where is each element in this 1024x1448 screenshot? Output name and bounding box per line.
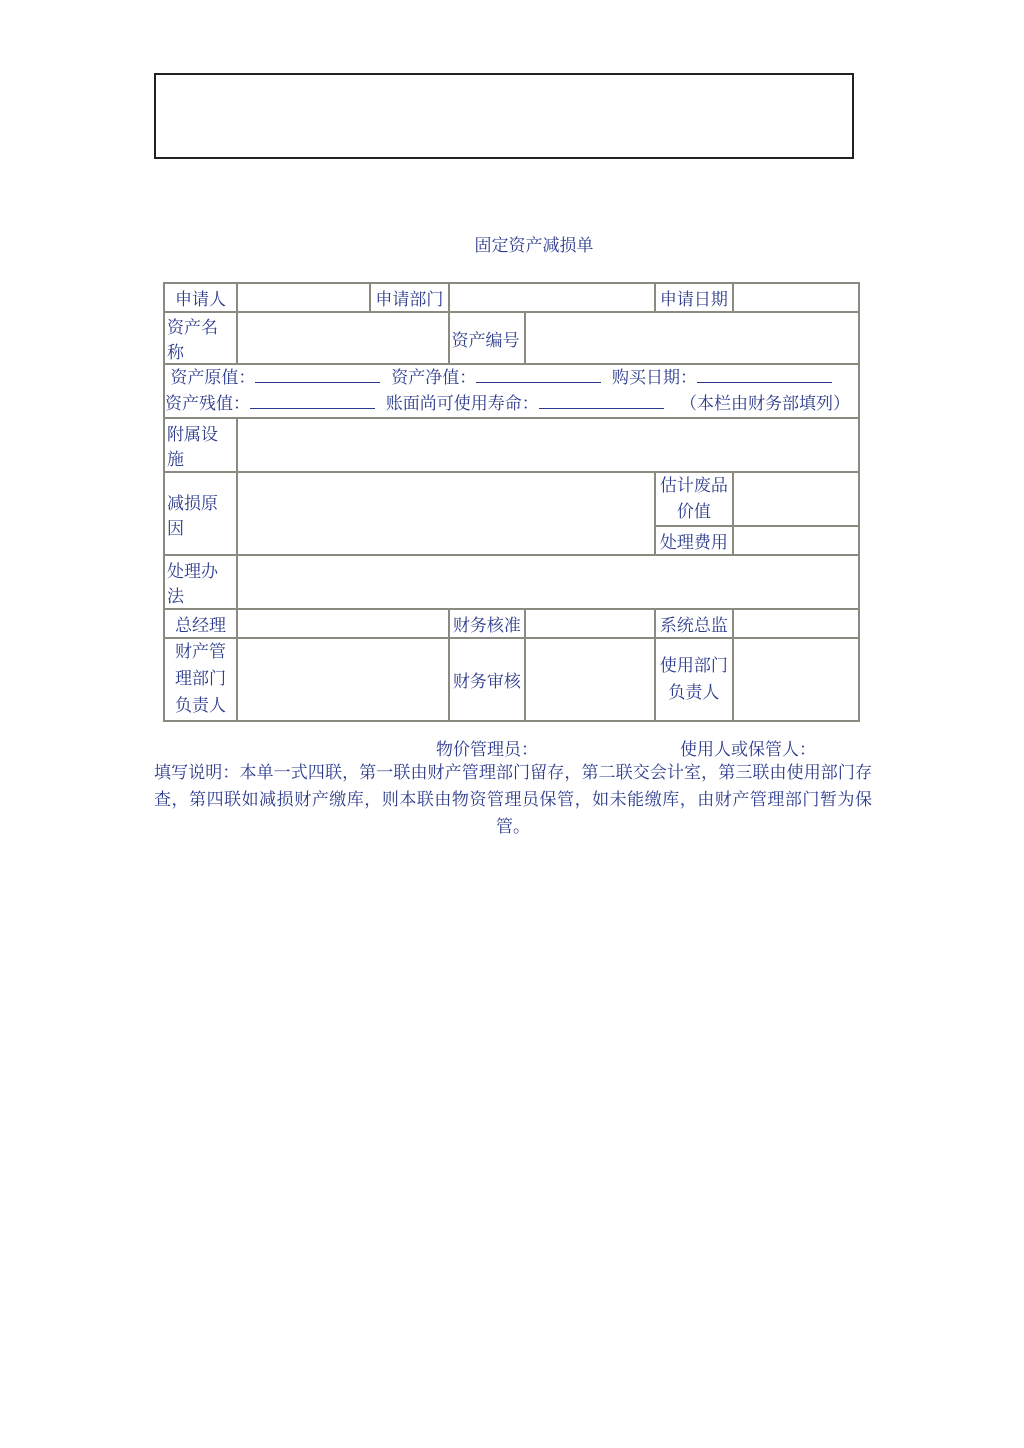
label-gm: 总经理 <box>164 609 237 638</box>
label-applicant: 申请人 <box>164 283 237 312</box>
field-user-dept[interactable] <box>733 638 859 721</box>
header-box <box>154 73 854 159</box>
field-asset-name[interactable] <box>237 312 449 364</box>
field-fin-approve[interactable] <box>525 609 655 638</box>
field-method[interactable] <box>237 555 859 609</box>
field-date[interactable] <box>733 283 859 312</box>
field-reason[interactable] <box>237 472 655 555</box>
label-asset-no: 资产编号 <box>449 312 526 364</box>
asset-form <box>163 282 860 722</box>
field-gm[interactable] <box>237 609 449 638</box>
field-disposal-cost[interactable] <box>733 526 859 555</box>
fill-instructions: 填写说明：本单一式四联，第一联由财产管理部门留存，第二联交会计室，第三联由使用部门存查，第四联如减损财产缴库，则本联由物资管理员保管，如未能缴库，由财产管理部门暂为保管。 <box>154 763 872 837</box>
field-dept[interactable] <box>449 283 655 312</box>
field-sys-director[interactable] <box>733 609 859 638</box>
label-sys-director: 系统总监 <box>655 609 733 638</box>
label-fin-approve: 财务核准 <box>449 609 526 638</box>
label-asset-name: 资产名称 <box>164 312 237 364</box>
field-scrap-value[interactable] <box>733 472 859 526</box>
label-disposal-cost: 处理费用 <box>655 526 733 555</box>
field-fin-review[interactable] <box>525 638 655 721</box>
label-method: 处理办法 <box>164 555 237 609</box>
label-user-dept: 使用部门负责人 <box>655 638 733 721</box>
price-admin-label: 物价管理员： <box>436 740 538 760</box>
label-reason: 减损原因 <box>164 472 237 555</box>
page-title: 固定资产减损单 <box>474 236 594 256</box>
label-dept: 申请部门 <box>370 283 448 312</box>
field-applicant[interactable] <box>237 283 370 312</box>
label-fin-review: 财务审核 <box>449 638 526 721</box>
field-prop-mgr[interactable] <box>237 638 449 721</box>
label-date: 申请日期 <box>655 283 733 312</box>
field-asset-no[interactable] <box>525 312 859 364</box>
user-keeper-label: 使用人或保管人： <box>680 740 816 760</box>
label-scrap-value: 估计废品价值 <box>655 472 733 526</box>
label-prop-mgr: 财产管理部门负责人 <box>164 638 237 721</box>
finance-section: 资产原值： 资产净值： 购买日期： 资产残值： 账面尚可使用寿命： （本栏由财务部填列） <box>164 364 859 418</box>
label-facilities: 附属设施 <box>164 418 237 472</box>
field-facilities[interactable] <box>237 418 859 472</box>
